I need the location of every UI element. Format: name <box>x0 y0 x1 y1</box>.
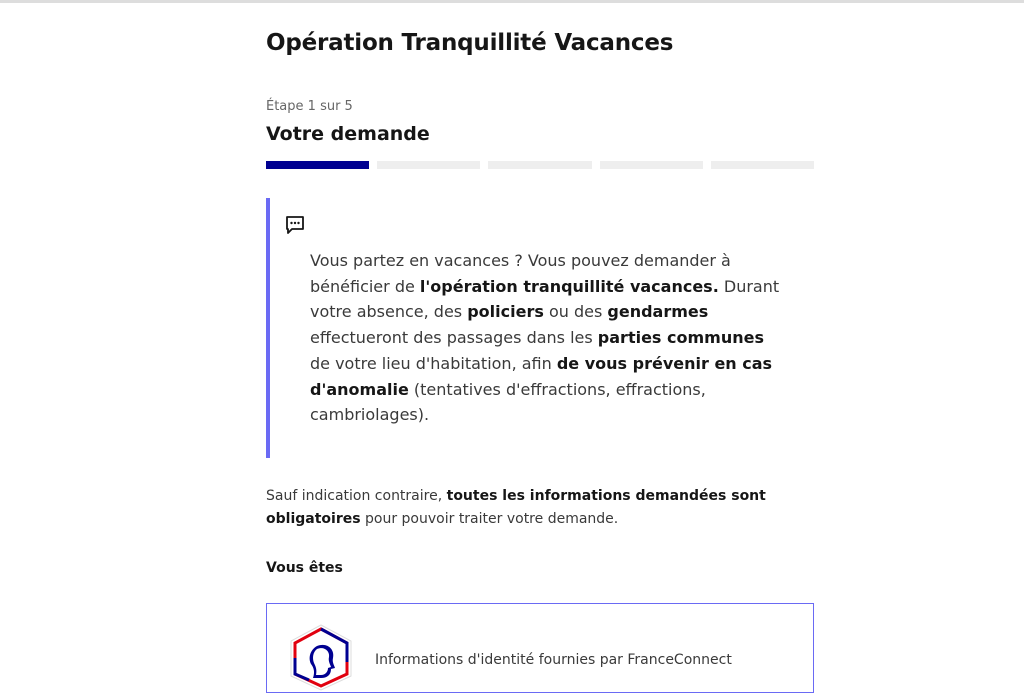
franceconnect-identity-box <box>266 603 814 693</box>
info-callout <box>266 198 814 458</box>
chat-icon <box>284 214 306 236</box>
step-title: Votre demande <box>266 123 430 145</box>
callout-text <box>310 248 780 428</box>
callout-text-part: Durant votre absence, des <box>310 276 780 322</box>
callout-text-part: (tentatives d'effractions, effractions, cambriolages). <box>310 379 706 425</box>
callout-text-bold: l'opération tranquillité vacances. <box>419 276 719 296</box>
step-segment-5 <box>711 161 814 169</box>
callout-text-bold: parties communes <box>597 328 764 348</box>
step-segment-3 <box>488 161 591 169</box>
step-progress-bar <box>266 161 814 169</box>
callout-text-part: de votre lieu d'habitation, afin <box>310 353 557 373</box>
top-border <box>0 0 1024 3</box>
notice-text-part: Sauf indication contraire, <box>266 488 447 504</box>
franceconnect-logo-icon <box>287 622 355 692</box>
franceconnect-text: Informations d'identité fournies par FranceConnect <box>375 652 732 668</box>
callout-text-part: ou des <box>543 302 608 322</box>
required-fields-notice <box>266 485 766 531</box>
step-segment-4 <box>600 161 703 169</box>
page-title: Opération Tranquillité Vacances <box>266 30 674 56</box>
step-counter: Étape 1 sur 5 <box>266 99 353 114</box>
callout-text-bold: gendarmes <box>607 302 709 322</box>
notice-text-bold: toutes les informations demandées sont obligatoires <box>266 488 766 527</box>
step-segment-1 <box>266 161 369 169</box>
callout-text-bold: de vous prévenir en cas d'anomalie <box>310 353 773 399</box>
callout-text-part: effectueront des passages dans les <box>310 328 598 348</box>
callout-text-bold: policiers <box>467 302 544 322</box>
step-segment-2 <box>377 161 480 169</box>
section-label-vous-etes: Vous êtes <box>266 560 343 576</box>
notice-text-part: pour pouvoir traiter votre demande. <box>360 511 619 527</box>
callout-text-part: Vous partez en vacances ? Vous pouvez demander à bénéficier de <box>310 251 731 296</box>
